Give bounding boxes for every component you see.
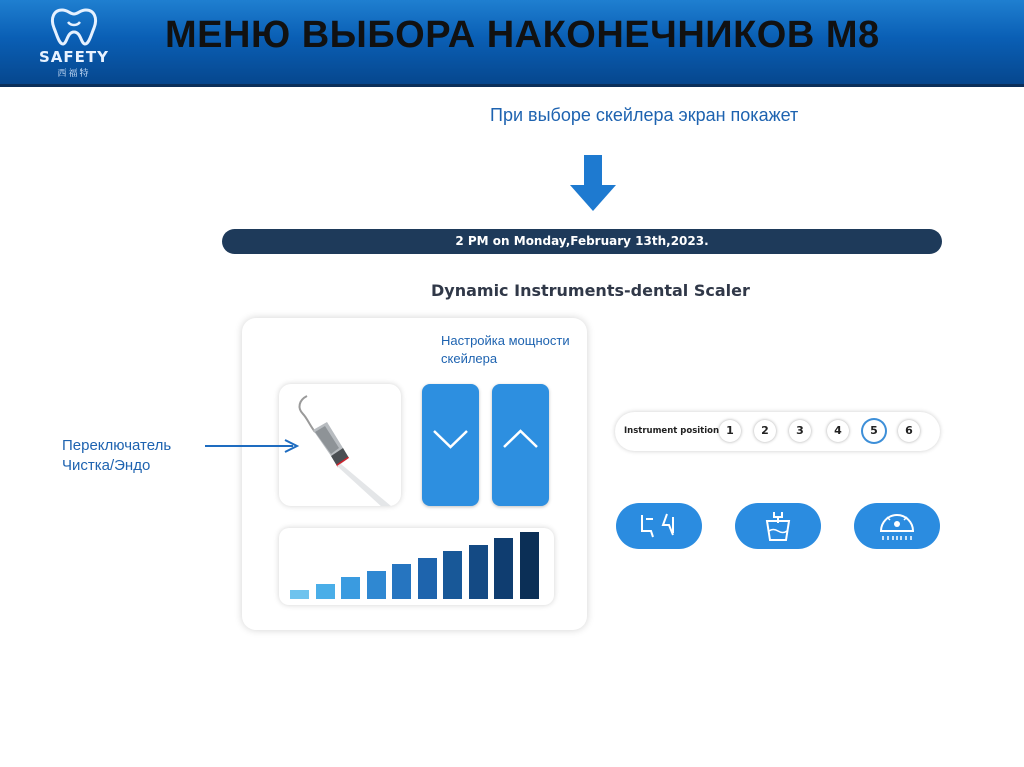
chair-position-button[interactable] [616,503,702,549]
instrument-position-selector [615,412,940,451]
instrument-position-label: Instrument position [624,426,720,436]
cup-filler-button[interactable] [735,503,821,549]
power-level-bar-3 [341,577,360,599]
date-time-bar: 2 PM on Monday,February 13th,2023. [222,229,942,254]
chevron-down-icon [432,428,469,450]
mode-switch-note: Переключатель Чистка/Эндо [62,437,172,474]
chevron-up-icon [502,428,539,450]
down-arrow-icon [570,155,616,211]
header-divider [0,84,1024,87]
power-level-bar-4 [367,571,386,600]
position-button-1[interactable]: 1 [719,420,741,442]
safety-logo [32,2,116,82]
power-level-bar-8 [469,545,488,600]
slide-header [0,0,1024,84]
position-button-3[interactable]: 3 [789,420,811,442]
power-level-indicator [279,528,554,605]
slide-title: МЕНЮ ВЫБОРА НАКОНЕЧНИКОВ M8 [165,14,880,56]
operating-light-button[interactable] [854,503,940,549]
cup-icon [758,511,798,541]
tooth-logo-icon [32,2,116,50]
power-level-bar-1 [290,590,309,599]
screen-title: Dynamic Instruments-dental Scaler [431,281,750,300]
power-level-bar-2 [316,584,335,600]
logo-text: SAFETY [39,48,109,66]
lamp-icon [877,511,917,541]
power-level-bar-9 [494,538,513,599]
logo-subtext: 西福特 [57,68,91,78]
power-decrease-button[interactable] [422,384,479,506]
power-setting-note: Настройка мощности скейлера [441,333,570,366]
power-level-bar-6 [418,558,437,600]
position-button-5[interactable]: 5 [863,420,885,442]
power-level-bar-5 [392,564,411,599]
position-button-4[interactable]: 4 [827,420,849,442]
scaler-screen-note: При выборе скейлера экран покажет [490,105,799,125]
power-level-bar-7 [443,551,462,599]
position-button-6[interactable]: 6 [898,420,920,442]
power-increase-button[interactable] [492,384,549,506]
power-level-bar-10 [520,532,539,600]
chair-icon [639,511,679,541]
position-button-2[interactable]: 2 [754,420,776,442]
